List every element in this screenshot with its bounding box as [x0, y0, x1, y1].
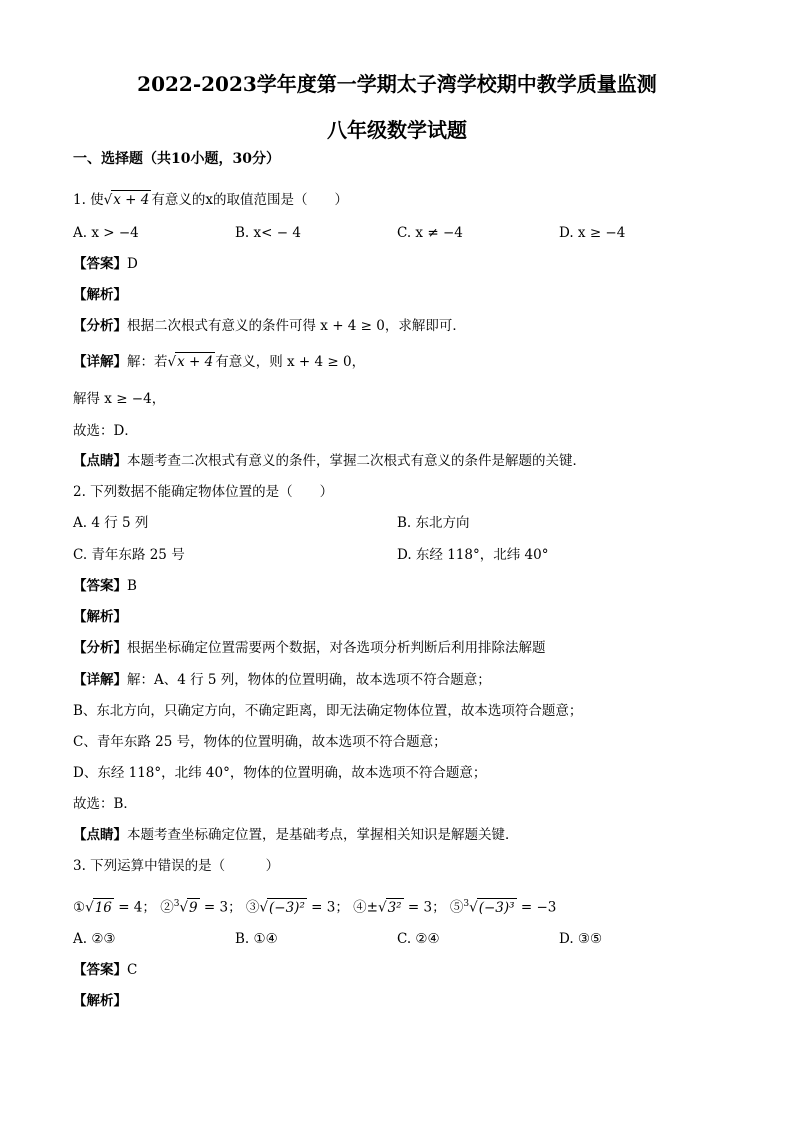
expr-2-radicand: 9	[189, 899, 198, 916]
question-2-stem: 2. 下列数据不能确定物体位置的是（ ）	[73, 484, 334, 500]
expr-4-radicand: 3²	[387, 899, 402, 916]
question-2-option-a: A. 4 行 5 列	[73, 515, 149, 531]
xiangjie-tag: 【详解】	[73, 672, 127, 688]
dianjing-tag: 【点睛】	[73, 453, 127, 469]
question-1-fenxi	[73, 317, 466, 335]
question-2-option-c: C. 青年东路 25 号	[73, 547, 185, 563]
question-2-answer	[73, 577, 137, 595]
page-subtitle: 八年级数学试题	[327, 118, 467, 142]
answer-tag: 【答案】	[73, 256, 127, 272]
question-2-option-d: D. 东经 118°，北纬 40°	[397, 547, 549, 563]
question-2-choose-line: 故选：B．	[73, 796, 137, 812]
answer-value: D	[127, 256, 138, 272]
question-3-stem: 3. 下列运算中错误的是（ ）	[73, 858, 280, 874]
question-3-expressions	[73, 895, 556, 917]
xiangjie-tag: 【详解】	[73, 354, 127, 370]
question-2-xiangjie	[73, 671, 491, 689]
question-1-option-c: C. x ≠ −4	[397, 225, 463, 241]
fenxi-tag: 【分析】	[73, 640, 127, 656]
question-1-answer	[73, 255, 138, 273]
xiangjie-prefix: 解：若	[127, 354, 168, 370]
question-1-prefix: 1. 使	[73, 192, 104, 208]
question-1-dianjing	[73, 452, 586, 470]
answer-value: B	[127, 578, 137, 594]
question-2-line-b: B、东北方向，只确定方向，不确定距离，即无法确定物体位置，故本选项符合题意；	[73, 703, 583, 719]
question-3-option-d: D. ③⑤	[559, 931, 603, 947]
question-2-line-c: C、青年东路 25 号，物体的位置明确，故本选项不符合题意；	[73, 734, 447, 750]
question-1-xiangjie	[73, 352, 365, 371]
radical-sign-icon: √	[103, 192, 113, 208]
section-heading: 一、选择题（共10小题，30分）	[73, 151, 280, 167]
expr-3-radicand: (−3)²	[269, 899, 305, 916]
question-3-option-c: C. ②④	[397, 931, 440, 947]
question-1-stem	[73, 190, 348, 209]
radical-sign-icon: √	[259, 899, 269, 916]
fenxi-text: 根据二次根式有意义的条件可得 x + 4 ≥ 0，求解即可．	[127, 318, 466, 334]
xiangjie-text: 解：A、4 行 5 列，物体的位置明确，故本选项不符合题意；	[127, 672, 491, 688]
question-1-suffix: 有意义的x的取值范围是（ ）	[151, 192, 349, 208]
dianjing-text: 本题考查坐标确定位置，是基础考点，掌握相关知识是解题关键．	[127, 827, 519, 843]
expr-2-number: ②	[160, 899, 174, 916]
expr-3-number: ③	[245, 899, 260, 916]
answer-tag: 【答案】	[73, 578, 127, 594]
analysis-tag: 【解析】	[73, 609, 127, 625]
expr-3-result: = 3；	[306, 899, 349, 916]
question-3-answer	[73, 961, 137, 979]
analysis-tag: 【解析】	[73, 287, 127, 303]
expr-2-index: 3	[173, 899, 180, 909]
radical-sign-icon: √	[167, 354, 177, 370]
question-1-radicand: x + 4	[113, 192, 150, 208]
fenxi-tag: 【分析】	[73, 318, 127, 334]
question-1-choose-line: 故选：D．	[73, 423, 138, 439]
question-2-option-b: B. 东北方向	[397, 515, 470, 531]
page-title: 2022-2023学年度第一学期太子湾学校期中教学质量监测	[137, 72, 657, 96]
expr-5-result: = −3	[516, 899, 557, 916]
expr-5-index: 3	[463, 899, 470, 909]
answer-tag: 【答案】	[73, 962, 127, 978]
radical-sign-icon: √	[469, 899, 478, 916]
fenxi-text: 根据坐标确定位置需要两个数据，对各选项分析判断后利用排除法解题	[127, 640, 546, 656]
expr-4-result: = 3；	[403, 899, 446, 916]
radical-sign-icon: √	[377, 899, 387, 916]
question-1-solve-line: 解得 x ≥ −4，	[73, 391, 166, 407]
dianjing-text: 本题考查二次根式有意义的条件，掌握二次根式有意义的条件是解题的关键．	[127, 453, 586, 469]
radical-sign-icon: √	[179, 899, 189, 916]
expr-5-number: ⑤	[449, 899, 464, 916]
question-1-option-b: B. x< − 4	[235, 225, 301, 241]
analysis-tag: 【解析】	[73, 993, 127, 1009]
answer-value: C	[127, 962, 138, 978]
question-3-option-b: B. ①④	[235, 931, 278, 947]
xiangjie-radicand: x + 4	[177, 354, 214, 370]
expr-1-result: = 4；	[113, 899, 156, 916]
question-1-option-a: A. x > −4	[73, 225, 139, 241]
question-2-line-d: D、东经 118°，北纬 40°，物体的位置明确，故本选项不符合题意；	[73, 765, 487, 781]
question-3-option-a: A. ②③	[73, 931, 116, 947]
expr-4-number: ④±	[353, 899, 378, 916]
expr-5-radicand: (−3)³	[478, 899, 515, 916]
expr-2-result: = 3；	[199, 899, 242, 916]
dianjing-tag: 【点睛】	[73, 827, 127, 843]
xiangjie-suffix: 有意义，则 x + 4 ≥ 0，	[215, 354, 366, 370]
radical-sign-icon: √	[85, 899, 94, 916]
question-2-fenxi	[73, 639, 546, 657]
expr-1-radicand: 16	[94, 899, 112, 916]
question-1-option-d: D. x ≥ −4	[559, 225, 626, 241]
expr-1-number: ①	[73, 899, 86, 916]
question-2-dianjing	[73, 826, 519, 844]
